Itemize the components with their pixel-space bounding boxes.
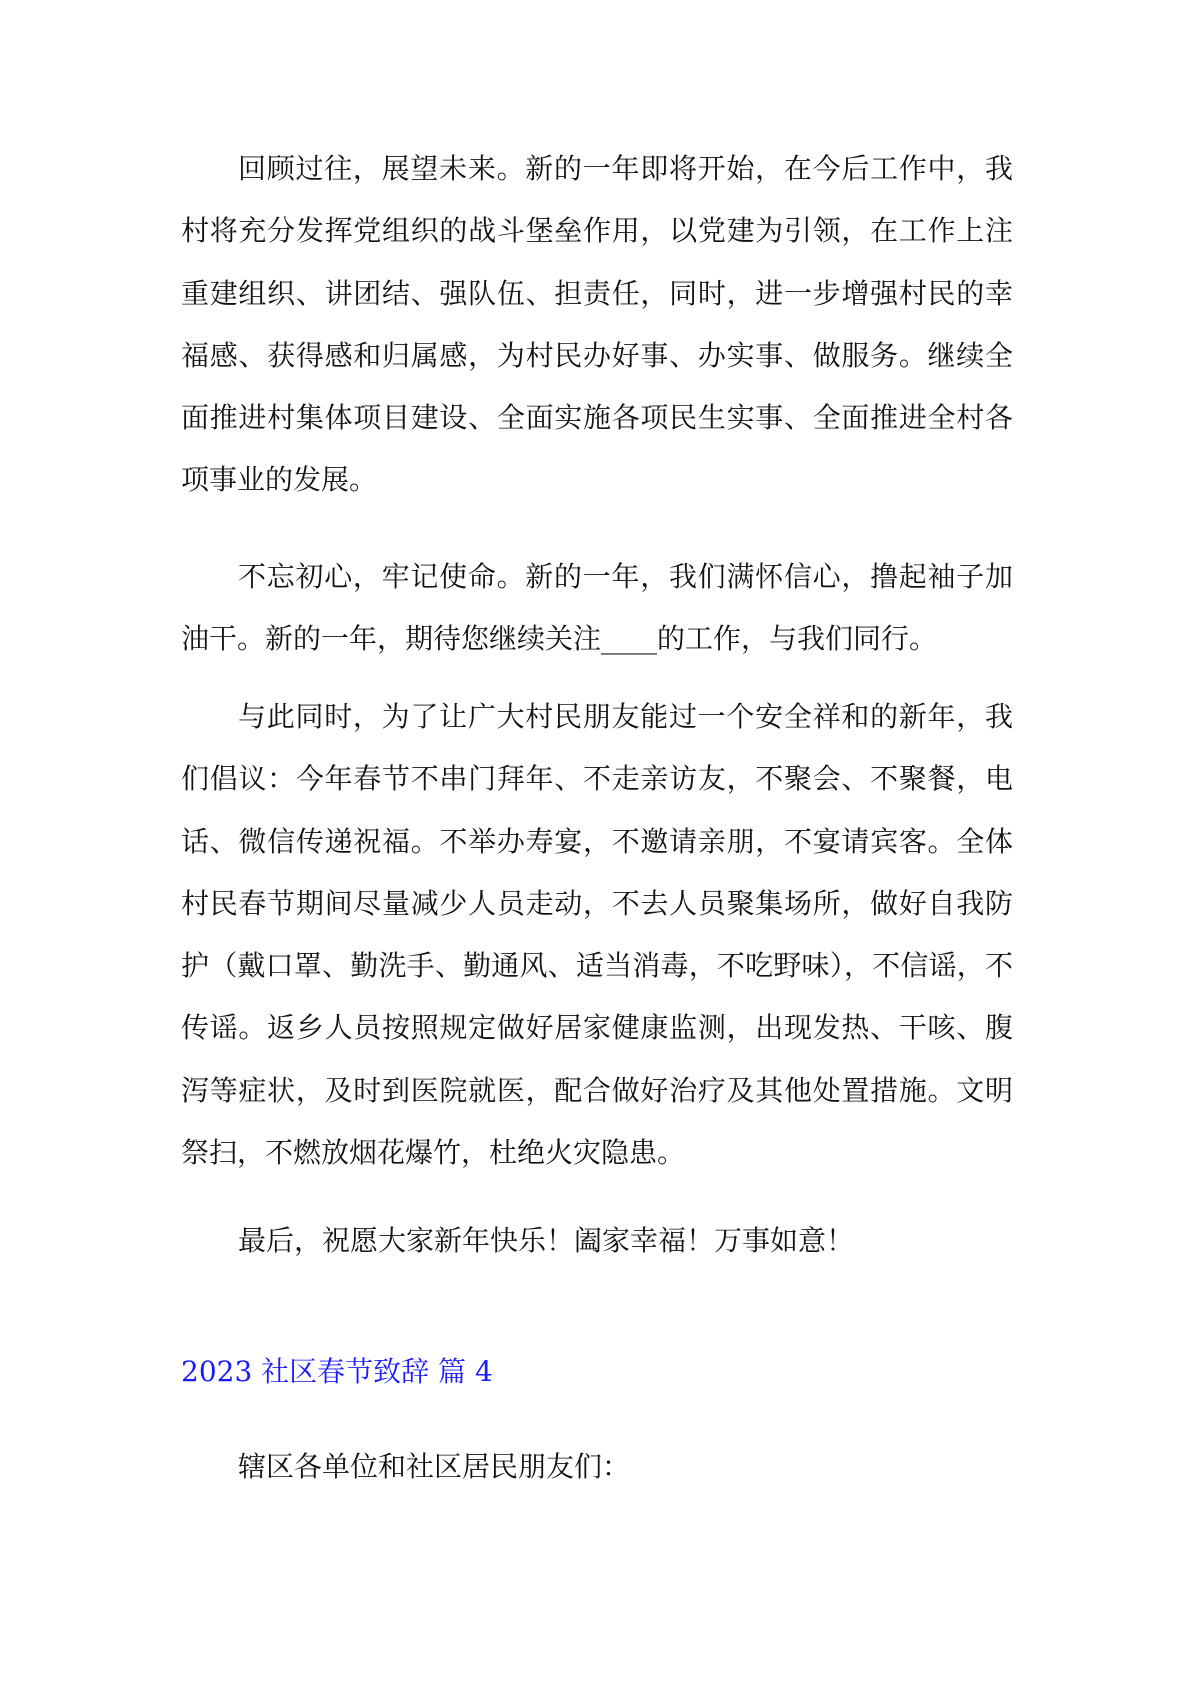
paragraph-greeting: 辖区各单位和社区居民朋友们： [238, 1450, 631, 1483]
paragraph-review-and-outlook: 回顾过往，展望未来。新的一年即将开始，在今后工作中，我村将充分发挥党组织的战斗堡垒作用，以党建为引领，在工作上注重建组织、讲团结、强队伍、担责任，同时，进一步增强村民的幸福感、获得感和归属感，为村民办好事、办实事、做服务。继续全面推进村集体项目建设、全面实施各项民生实事、全面推进全村各项事业的发展。 [181, 152, 1013, 497]
paragraph-closing-wishes: 最后，祝愿大家新年快乐！阖家幸福！万事如意！ [238, 1224, 855, 1257]
section-heading: 2023 社区春节致辞 篇 4 [181, 1355, 493, 1388]
paragraph-initiative: 与此同时，为了让广大村民朋友能过一个安全祥和的新年，我们倡议：今年春节不串门拜年、不走亲访友，不聚会、不聚餐，电话、微信传递祝福。不举办寿宴，不邀请亲朋，不宴请宾客。全体村民春节期间尽量减少人员走动，不去人员聚集场所，做好自我防护（戴口罩、勤洗手、勤通风、适当消毒，不吃野味），不信谣，不传谣。返乡人员按照规定做好居家健康监测，出现发热、干咳、腹泻等症状，及时到医院就医，配合做好治疗及其他处置措施。文明祭扫，不燃放烟花爆竹，杜绝火灾隐患。 [181, 700, 1013, 1170]
paragraph-mission: 不忘初心，牢记使命。新的一年，我们满怀信心，撸起袖子加油干。新的一年，期待您继续关注____的工作，与我们同行。 [181, 560, 1013, 656]
